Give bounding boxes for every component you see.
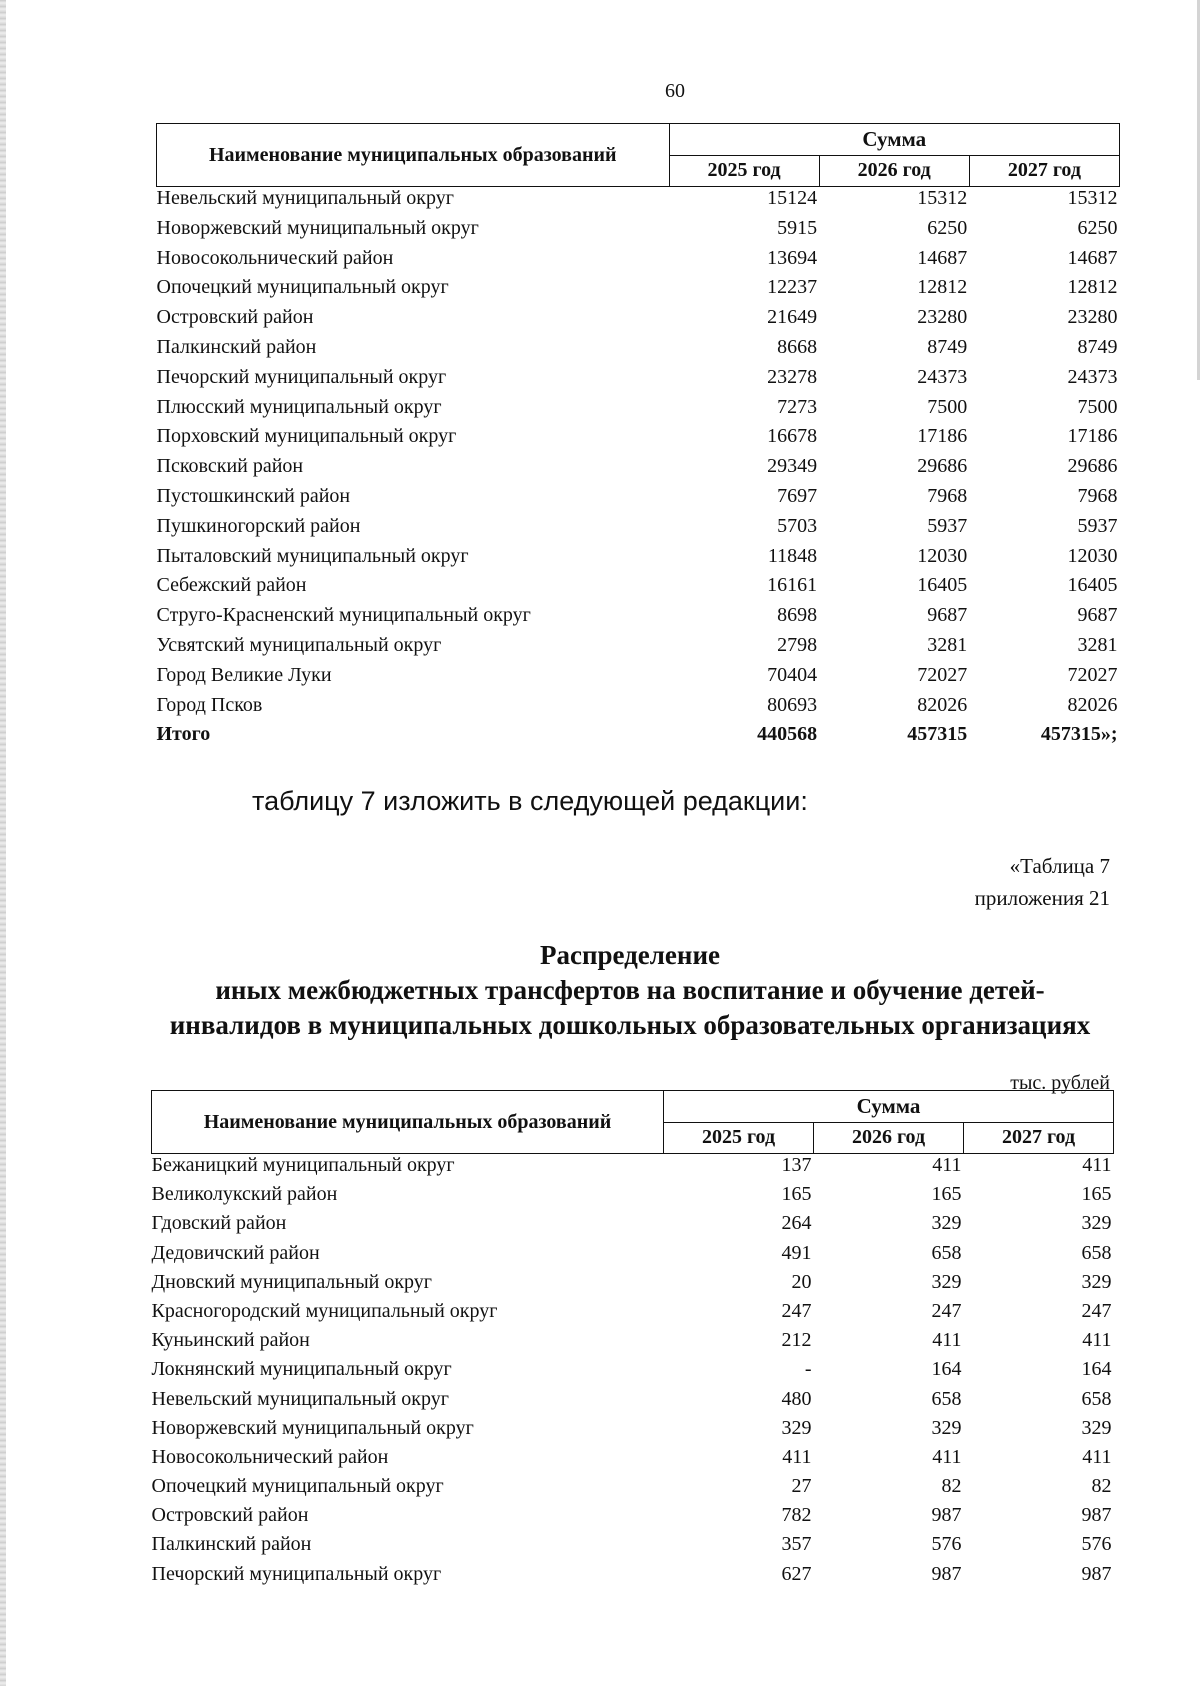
value-2025: -: [804, 1358, 812, 1381]
value-2027: 72027: [1067, 663, 1118, 686]
value-2026: 411: [932, 1154, 962, 1176]
row-name: Город Великие Луки: [156, 663, 332, 686]
table-row: [152, 1504, 1114, 1533]
table-row: [157, 336, 1120, 366]
value-2027: 164: [1081, 1358, 1112, 1381]
value-2025: 782: [781, 1504, 812, 1527]
value-2026: 8749: [927, 335, 968, 358]
value-2026: 16405: [917, 574, 968, 597]
table-row: [157, 425, 1120, 455]
value-2027: 12812: [1067, 276, 1118, 299]
value-2026: 12812: [917, 276, 968, 299]
table-row: [157, 664, 1120, 694]
row-name: Новосокольнический район: [156, 246, 394, 269]
row-name: Новоржевский муниципальный округ: [156, 216, 479, 239]
value-2026: 15312: [917, 187, 968, 209]
header-sum: Сумма: [669, 124, 1119, 156]
value-2026: 12030: [917, 544, 968, 567]
value-2026: 3281: [927, 633, 968, 656]
table-row: [157, 545, 1120, 575]
transfers-table-prev: [156, 123, 1120, 753]
row-name: Порховский муниципальный округ: [156, 425, 457, 448]
table-row: [157, 217, 1120, 247]
value-2025: 80693: [767, 693, 818, 716]
row-name: Город Псков: [156, 693, 263, 716]
row-name: Дновский муниципальный округ: [151, 1270, 432, 1293]
value-2027: 9687: [1077, 604, 1118, 627]
value-2027: 17186: [1067, 425, 1118, 448]
header-year-2027: 2027 год: [964, 1122, 1114, 1154]
value-2027: 987: [1081, 1562, 1112, 1585]
value-2025: 212: [781, 1329, 812, 1352]
header-year-2027: 2027 год: [969, 155, 1119, 187]
table-row: [152, 1154, 1114, 1184]
value-2025: 23278: [767, 365, 818, 388]
table-row: [152, 1242, 1114, 1271]
instruction-text: таблицу 7 изложить в следующей редакции:: [252, 786, 808, 816]
row-name: Пыталовский муниципальный округ: [156, 544, 469, 567]
value-2025: 7273: [777, 395, 818, 418]
value-2027: 987: [1081, 1504, 1112, 1527]
value-2027: 411: [1082, 1154, 1112, 1176]
value-2027: 24373: [1067, 365, 1118, 388]
total-label: Итого: [156, 723, 211, 746]
total-row: [157, 723, 1120, 753]
row-name: Новоржевский муниципальный округ: [151, 1416, 474, 1439]
value-2025: 15124: [767, 187, 818, 209]
value-2026: 5937: [927, 514, 968, 537]
total-2027: 457315»;: [1040, 723, 1118, 746]
value-2025: 411: [782, 1445, 812, 1468]
value-2027: 165: [1081, 1183, 1112, 1206]
table-row: [152, 1358, 1114, 1387]
table-row: [152, 1533, 1114, 1562]
value-2026: 23280: [917, 306, 968, 329]
value-2025: 247: [781, 1299, 812, 1322]
table-label-line1: «Таблица 7: [1009, 854, 1110, 878]
table-row: [152, 1475, 1114, 1504]
row-name: Себежский район: [156, 574, 307, 597]
row-name: Невельский муниципальный округ: [156, 187, 454, 209]
value-2025: 11848: [767, 544, 818, 567]
table-row: [157, 396, 1120, 426]
value-2027: 5937: [1077, 514, 1118, 537]
table-row: [152, 1388, 1114, 1417]
table-title: [140, 938, 1120, 1043]
value-2025: 5703: [777, 514, 818, 537]
row-name: Пустошкинский район: [156, 484, 351, 507]
value-2027: 329: [1081, 1212, 1112, 1235]
value-2026: 14687: [917, 246, 968, 269]
header-year-2026: 2026 год: [819, 155, 969, 187]
header-year-2026: 2026 год: [814, 1122, 964, 1154]
value-2025: 5915: [777, 216, 818, 239]
total-2025: 440568: [757, 723, 818, 746]
row-name: Красногородский муниципальный округ: [151, 1299, 498, 1322]
value-2026: 247: [931, 1299, 962, 1322]
table-row: [152, 1271, 1114, 1300]
value-2025: 70404: [767, 663, 818, 686]
value-2027: 15312: [1067, 187, 1118, 209]
value-2027: 82: [1091, 1475, 1112, 1498]
value-2025: 480: [781, 1387, 812, 1410]
header-sum: Сумма: [664, 1091, 1114, 1123]
row-name: Локнянский муниципальный округ: [151, 1358, 452, 1381]
value-2026: 24373: [917, 365, 968, 388]
value-2027: 411: [1082, 1445, 1112, 1468]
value-2027: 82026: [1067, 693, 1118, 716]
value-2027: 576: [1081, 1533, 1112, 1556]
scan-edge-left: [0, 0, 6, 1686]
title-line1: Распределение: [539, 940, 721, 970]
header-year-2025: 2025 год: [669, 155, 819, 187]
value-2027: 329: [1081, 1270, 1112, 1293]
value-2026: 165: [931, 1183, 962, 1206]
row-name: Островский район: [156, 306, 314, 329]
value-2026: 658: [931, 1387, 962, 1410]
header-year-2025: 2025 год: [664, 1122, 814, 1154]
row-name: Дедовичский район: [151, 1241, 320, 1264]
table-row: [152, 1300, 1114, 1329]
value-2026: 82026: [917, 693, 968, 716]
table-row: [152, 1563, 1114, 1592]
table-row: [152, 1417, 1114, 1446]
value-2026: 658: [931, 1241, 962, 1264]
row-name: Великолукский район: [151, 1183, 338, 1206]
table-row: [152, 1329, 1114, 1358]
value-2025: 16678: [767, 425, 818, 448]
page-number: 60: [665, 80, 685, 102]
header-municipality: Наименование муниципальных образований: [157, 124, 670, 187]
value-2027: 8749: [1077, 335, 1118, 358]
row-name: Бежаницкий муниципальный округ: [151, 1154, 455, 1176]
value-2026: 17186: [917, 425, 968, 448]
value-2026: 987: [931, 1504, 962, 1527]
table-row: [157, 366, 1120, 396]
value-2026: 164: [931, 1358, 962, 1381]
value-2026: 329: [931, 1212, 962, 1235]
value-2026: 987: [931, 1562, 962, 1585]
value-2027: 7968: [1077, 484, 1118, 507]
value-2025: 491: [781, 1241, 812, 1264]
value-2026: 411: [932, 1329, 962, 1352]
value-2025: 357: [781, 1533, 812, 1556]
table-row: [157, 574, 1120, 604]
value-2025: 7697: [777, 484, 818, 507]
value-2025: 264: [781, 1212, 812, 1235]
header-municipality: Наименование муниципальных образований: [152, 1091, 664, 1154]
value-2026: 9687: [927, 604, 968, 627]
value-2027: 12030: [1067, 544, 1118, 567]
value-2026: 329: [931, 1270, 962, 1293]
row-name: Опочецкий муниципальный округ: [156, 276, 449, 299]
row-name: Новосокольнический район: [151, 1445, 389, 1468]
row-name: Палкинский район: [151, 1533, 312, 1556]
total-2026: 457315: [907, 723, 968, 746]
value-2027: 29686: [1067, 455, 1118, 478]
row-name: Усвятский муниципальный округ: [156, 633, 442, 656]
units-label: тыс. рублей: [1010, 1072, 1110, 1094]
value-2025: 2798: [777, 633, 818, 656]
row-name: Островский район: [151, 1504, 309, 1527]
row-name: Гдовский район: [151, 1212, 287, 1235]
value-2027: 329: [1081, 1416, 1112, 1439]
row-name: Пушкиногорский район: [156, 514, 361, 537]
transfers-table-7: [151, 1090, 1114, 1592]
table-row: [152, 1212, 1114, 1241]
table-row: [157, 634, 1120, 664]
table-row: [157, 276, 1120, 306]
value-2027: 23280: [1067, 306, 1118, 329]
row-name: Печорский муниципальный округ: [156, 365, 447, 388]
table-row: [157, 515, 1120, 545]
value-2025: 16161: [767, 574, 818, 597]
value-2027: 658: [1081, 1387, 1112, 1410]
table-row: [157, 306, 1120, 336]
value-2025: 27: [791, 1475, 812, 1498]
value-2025: 21649: [767, 306, 818, 329]
row-name: Куньинский район: [151, 1329, 310, 1352]
table-label: [975, 850, 1110, 914]
table-row: [157, 187, 1120, 217]
value-2027: 6250: [1077, 216, 1118, 239]
row-name: Палкинский район: [156, 335, 317, 358]
value-2026: 72027: [917, 663, 968, 686]
table-row: [157, 604, 1120, 634]
title-line2: иных межбюджетных трансфертов на воспитание и обучение детей-: [215, 975, 1045, 1005]
value-2025: 627: [781, 1562, 812, 1585]
value-2026: 411: [932, 1445, 962, 1468]
value-2027: 16405: [1067, 574, 1118, 597]
title-line3: инвалидов в муниципальных дошкольных образовательных организациях: [169, 1010, 1091, 1040]
value-2027: 247: [1081, 1299, 1112, 1322]
value-2025: 8698: [777, 604, 818, 627]
value-2025: 329: [781, 1416, 812, 1439]
value-2026: 82: [941, 1475, 962, 1498]
table-row: [152, 1183, 1114, 1212]
value-2027: 14687: [1067, 246, 1118, 269]
row-name: Опочецкий муниципальный округ: [151, 1475, 444, 1498]
value-2026: 7500: [927, 395, 968, 418]
row-name: Струго-Красненский муниципальный округ: [156, 604, 531, 627]
value-2025: 20: [791, 1270, 812, 1293]
value-2027: 411: [1082, 1329, 1112, 1352]
value-2025: 8668: [777, 335, 818, 358]
row-name: Печорский муниципальный округ: [151, 1562, 442, 1585]
value-2026: 6250: [927, 216, 968, 239]
value-2026: 329: [931, 1416, 962, 1439]
value-2027: 7500: [1077, 395, 1118, 418]
value-2025: 29349: [767, 455, 818, 478]
table-row: [157, 694, 1120, 724]
row-name: Плюсский муниципальный округ: [156, 395, 442, 418]
table-row: [157, 485, 1120, 515]
value-2026: 7968: [927, 484, 968, 507]
value-2025: 12237: [767, 276, 818, 299]
value-2027: 3281: [1077, 633, 1118, 656]
value-2026: 29686: [917, 455, 968, 478]
value-2025: 137: [781, 1154, 812, 1176]
table-row: [157, 455, 1120, 485]
value-2026: 576: [931, 1533, 962, 1556]
table-row: [152, 1446, 1114, 1475]
row-name: Невельский муниципальный округ: [151, 1387, 449, 1410]
table-row: [157, 247, 1120, 277]
table-label-line2: приложения 21: [974, 886, 1110, 910]
row-name: Псковский район: [156, 455, 304, 478]
value-2027: 658: [1081, 1241, 1112, 1264]
value-2025: 13694: [767, 246, 818, 269]
value-2025: 165: [781, 1183, 812, 1206]
